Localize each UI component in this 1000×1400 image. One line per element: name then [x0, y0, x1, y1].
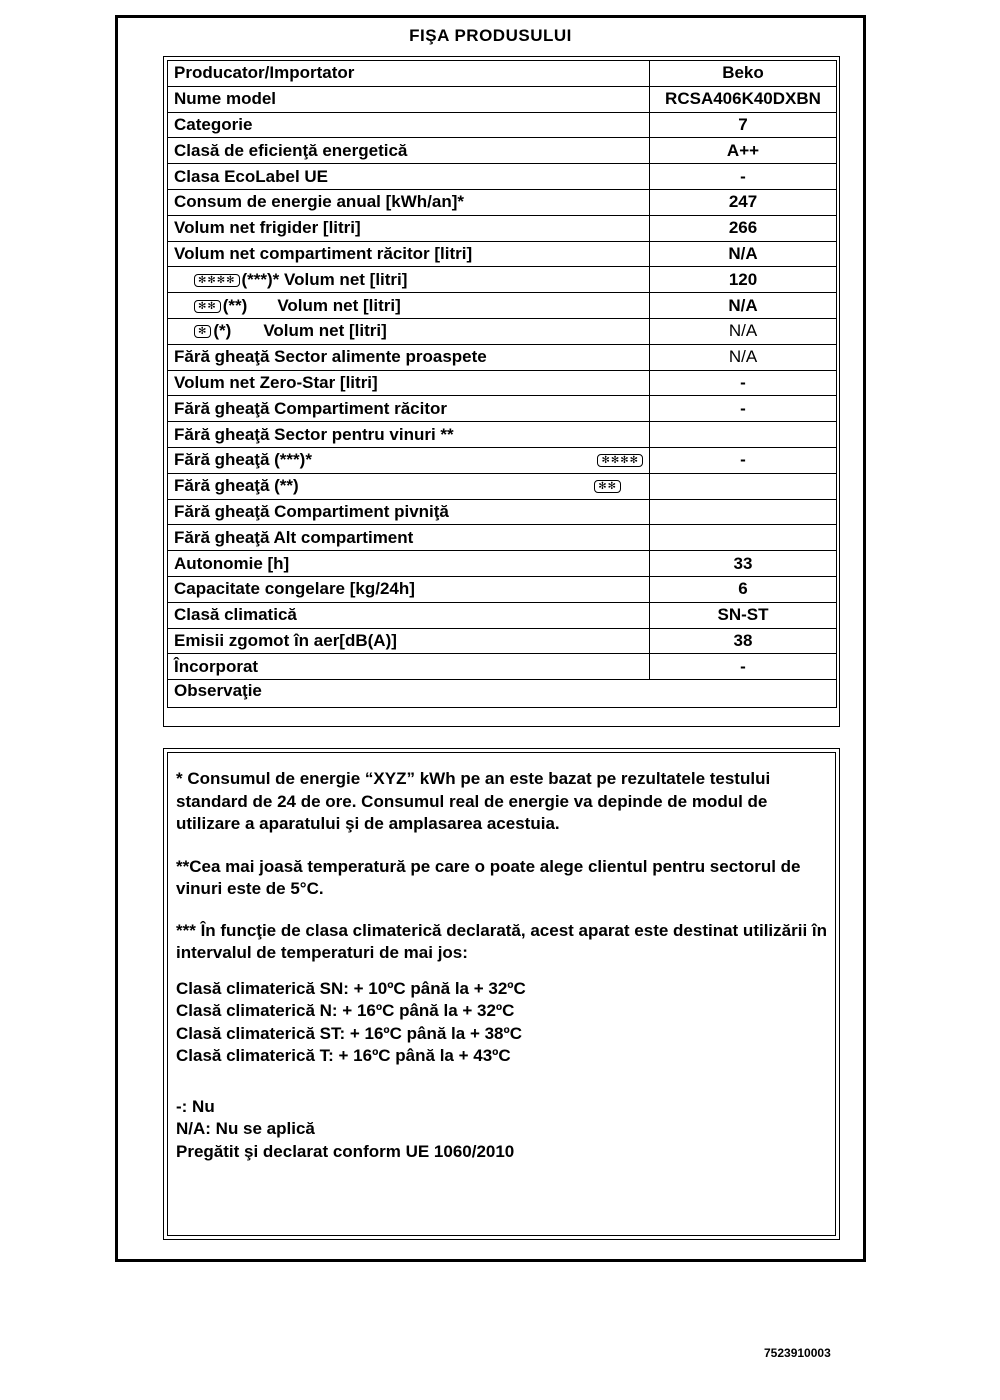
- two-star-freezer-icon: ✻✻: [594, 480, 621, 493]
- row-label: Fără gheaţă Sector alimente proaspete: [168, 344, 650, 370]
- table-row: [168, 499, 837, 525]
- row-label: Fără gheaţă Compartiment pivniţă: [168, 499, 650, 525]
- row-label: Nume model: [168, 86, 650, 112]
- row-label-cell: [168, 318, 650, 344]
- document-number: 7523910003: [764, 1346, 831, 1360]
- table-row: [168, 189, 837, 215]
- row-value: Beko: [650, 61, 837, 87]
- table-row: [168, 628, 837, 654]
- table-row: [168, 551, 837, 577]
- table-row: [168, 215, 837, 241]
- climate-class-sn: Clasă climaterică SN: + 10ºC până la + 32ºC: [176, 978, 526, 998]
- row-value: -: [650, 370, 837, 396]
- row-value: N/A: [650, 241, 837, 267]
- table-row: [168, 267, 837, 293]
- climate-class-st: Clasă climaterică ST: + 16ºC până la + 38ºC: [176, 1023, 522, 1043]
- row-value: RCSA406K40DXBN: [650, 86, 837, 112]
- row-label: Încorporat: [168, 654, 650, 680]
- note-energy-consumption: * Consumul de energie “XYZ” kWh pe an este bazat pe rezultatele testului standard de 24 de ore. Consumul real de energie va depinde de modul de utilizare a aparatului şi de amplasarea acestuia.: [176, 769, 771, 833]
- notes-frame: [163, 748, 840, 1240]
- product-sheet-frame: [115, 15, 866, 1262]
- row-value: [650, 525, 837, 551]
- table-row: [168, 525, 837, 551]
- table-row: [168, 86, 837, 112]
- row-label: Fără gheaţă Sector pentru vinuri **: [168, 422, 650, 448]
- table-row: [168, 370, 837, 396]
- row-label: Categorie: [168, 112, 650, 138]
- row-value: [650, 422, 837, 448]
- table-row: [168, 680, 837, 708]
- row-value: N/A: [650, 293, 837, 319]
- table-row: [168, 473, 837, 499]
- row-label: Producator/Importator: [168, 61, 650, 87]
- climate-class-n: Clasă climaterică N: + 16ºC până la + 32ºC: [176, 1001, 515, 1020]
- row-value: 247: [650, 189, 837, 215]
- row-value: 38: [650, 628, 837, 654]
- row-label: Emisii zgomot în aer[dB(A)]: [168, 628, 650, 654]
- table-row: [168, 344, 837, 370]
- row-label: Volum net [litri]: [277, 295, 401, 315]
- spec-table: [167, 60, 837, 708]
- row-sublabel: (**): [222, 295, 248, 315]
- four-star-freezer-icon: ✻✻✻✻: [194, 274, 240, 287]
- row-value: -: [650, 164, 837, 190]
- table-row: [168, 112, 837, 138]
- row-value: 120: [650, 267, 837, 293]
- row-label: Clasă climatică: [168, 602, 650, 628]
- climate-class-t: Clasă climaterică T: + 16ºC până la + 43ºC: [176, 1046, 511, 1065]
- notes-box: [167, 752, 836, 1236]
- row-label: Fără gheaţă (***)*: [174, 450, 312, 470]
- row-label: Volum net frigider [litri]: [168, 215, 650, 241]
- table-row: [168, 654, 837, 680]
- row-label: Fără gheaţă Compartiment răcitor: [168, 396, 650, 422]
- table-row: [168, 61, 837, 87]
- row-value: A++: [650, 138, 837, 164]
- table-row: [168, 396, 837, 422]
- legend-not-applicable: N/A: Nu se aplică: [176, 1119, 315, 1138]
- four-star-freezer-icon: ✻✻✻✻: [597, 454, 643, 467]
- row-value: [650, 473, 837, 499]
- table-row: [168, 164, 837, 190]
- table-row: [168, 447, 837, 473]
- table-row: [168, 576, 837, 602]
- spec-table-frame: [163, 56, 840, 727]
- two-star-freezer-icon: ✻✻: [194, 300, 221, 313]
- row-label: Volum net compartiment răcitor [litri]: [168, 241, 650, 267]
- row-value: -: [650, 447, 837, 473]
- row-label: Fără gheaţă (**): [174, 476, 299, 496]
- row-value: [650, 499, 837, 525]
- table-row: [168, 602, 837, 628]
- observation-label: Observaţie: [168, 680, 837, 708]
- table-row: [168, 138, 837, 164]
- table-row: [168, 241, 837, 267]
- row-value: -: [650, 654, 837, 680]
- row-label: Fără gheaţă Alt compartiment: [168, 525, 650, 551]
- row-label: Clasa EcoLabel UE: [168, 164, 650, 190]
- row-label-cell: [168, 293, 650, 319]
- row-value: 7: [650, 112, 837, 138]
- row-label: Autonomie [h]: [168, 551, 650, 577]
- row-sublabel: (*): [213, 321, 232, 341]
- row-label: Capacitate congelare [kg/24h]: [168, 576, 650, 602]
- row-label-cell: [168, 447, 650, 473]
- table-row: [168, 318, 837, 344]
- note-climate-intro: *** În funcţie de clasa climaterică declarată, acest aparat este destinat utilizării în intervalul de temperaturi de mai jos:: [176, 920, 827, 962]
- row-label: (***)* Volum net [litri]: [241, 269, 408, 289]
- row-value: SN-ST: [650, 602, 837, 628]
- page-title: FIŞA PRODUSULUI: [409, 26, 572, 45]
- row-label: Clasă de eficienţă energetică: [168, 138, 650, 164]
- row-label: Volum net [litri]: [263, 321, 387, 341]
- table-row: [168, 422, 837, 448]
- table-row: [168, 293, 837, 319]
- row-label-cell: [168, 267, 650, 293]
- row-value: 6: [650, 576, 837, 602]
- legend-declaration: Pregătit şi declarat conform UE 1060/2010: [176, 1141, 515, 1161]
- row-value: -: [650, 396, 837, 422]
- row-value: N/A: [650, 318, 837, 344]
- row-value: 33: [650, 551, 837, 577]
- one-star-freezer-icon: ✻: [194, 325, 211, 338]
- row-value: 266: [650, 215, 837, 241]
- row-value: N/A: [650, 344, 837, 370]
- legend-no: -: Nu: [176, 1096, 215, 1116]
- note-wine-temperature: **Cea mai joasă temperatură pe care o poate alege clientul pentru sectorul de vinuri este de 5°C.: [176, 856, 801, 898]
- row-label-cell: [168, 473, 650, 499]
- row-label: Volum net Zero-Star [litri]: [168, 370, 650, 396]
- row-label: Consum de energie anual [kWh/an]*: [168, 189, 650, 215]
